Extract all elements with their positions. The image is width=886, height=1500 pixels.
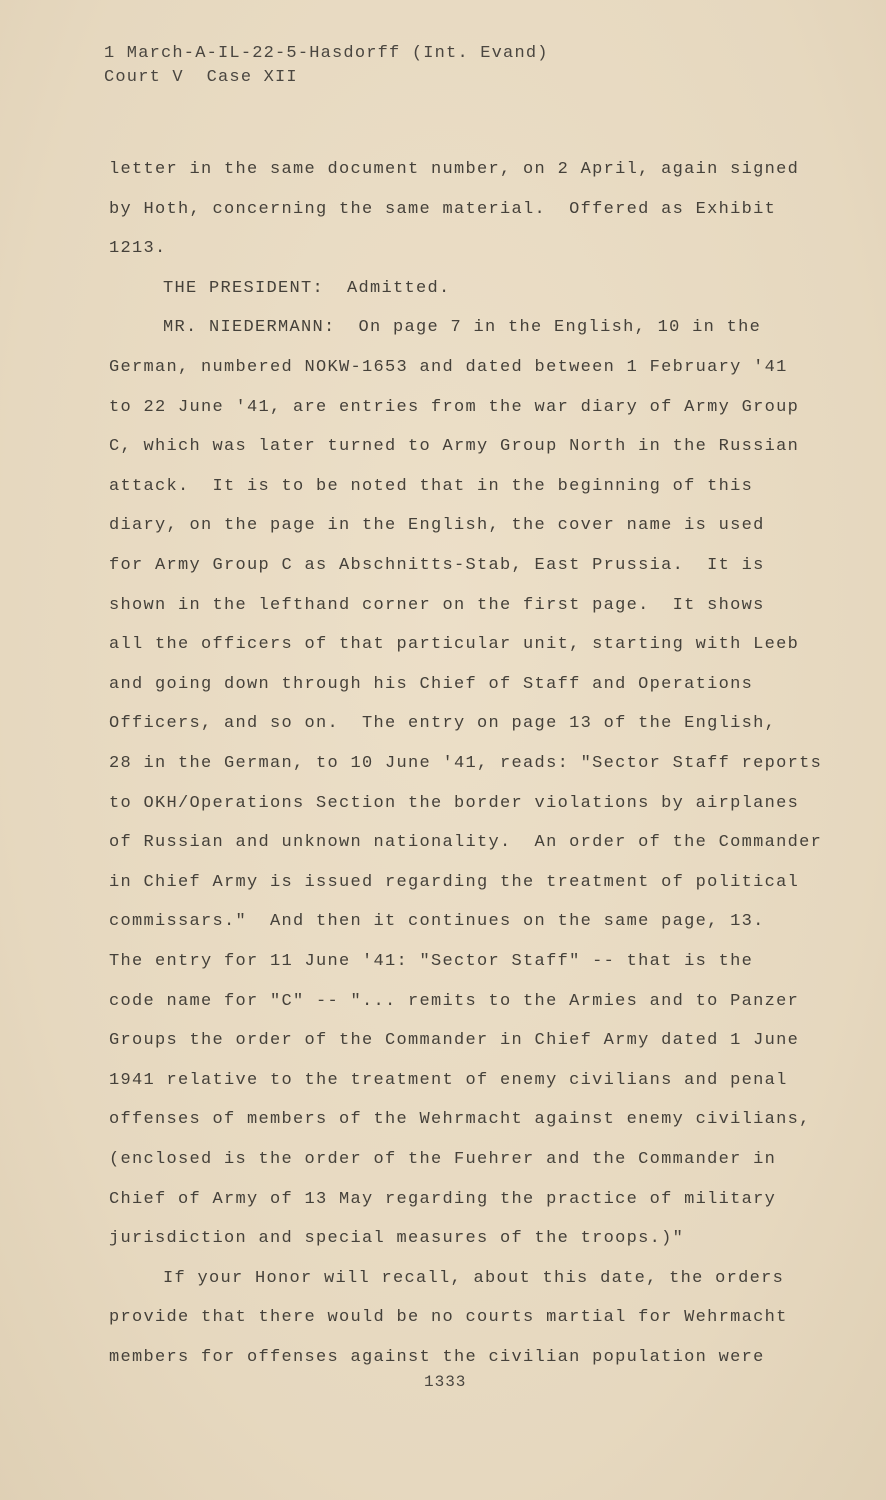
text-line: of Russian and unknown nationality. An order of the Commander: [109, 833, 823, 853]
text-line: and going down through his Chief of Staff and Operations: [109, 674, 754, 694]
text-line: attack. It is to be noted that in the beginning of this: [109, 476, 754, 496]
text-line: The entry for 11 June '41: "Sector Staff" -- that is the: [109, 952, 754, 971]
text-line: commissars." And then it continues on the same page, 13.: [109, 912, 765, 932]
text-line: provide that there would be no courts martial for Wehrmacht: [109, 1308, 788, 1328]
text-line: Groups the order of the Commander in Chief Army dated 1 June: [109, 1031, 800, 1051]
text-line: to 22 June '41, are entries from the war diary of Army Group: [109, 397, 800, 417]
header-line-2: Court V Case XII: [104, 68, 298, 87]
text-line: offenses of members of the Wehrmacht against enemy civilians,: [109, 1110, 811, 1130]
text-line: members for offenses against the civilian population were: [109, 1348, 765, 1367]
text-line: to OKH/Operations Section the border violations by airplanes: [109, 793, 800, 813]
text-line: C, which was later turned to Army Group North in the Russian: [109, 437, 800, 457]
text-line: for Army Group C as Abschnitts-Stab, East Prussia. It is: [109, 556, 765, 575]
text-line: by Hoth, concerning the same material. Offered as Exhibit: [109, 199, 777, 219]
text-line: shown in the lefthand corner on the first page. It shows: [109, 595, 765, 615]
text-line: code name for "C" -- "... remits to the Armies and to Panzer: [109, 991, 800, 1011]
text-line: THE PRESIDENT: Admitted.: [163, 278, 451, 298]
text-line: German, numbered NOKW-1653 and dated between 1 February '41: [109, 358, 788, 377]
text-line: 1213.: [109, 239, 167, 259]
text-line: 28 in the German, to 10 June '41, reads: "Sector Staff reports: [109, 754, 823, 773]
page-number: 1333: [424, 1373, 467, 1391]
text-line: 1941 relative to the treatment of enemy civilians and penal: [109, 1070, 788, 1090]
text-line: (enclosed is the order of the Fuehrer and the Commander in: [109, 1150, 777, 1169]
text-line: MR. NIEDERMANN: On page 7 in the English, 10 in the: [163, 318, 762, 338]
text-line: in Chief Army is issued regarding the treatment of political: [109, 872, 800, 892]
text-line: Chief of Army of 13 May regarding the practice of military: [109, 1189, 777, 1209]
text-line: Officers, and so on. The entry on page 13 of the English,: [109, 714, 777, 734]
text-line: letter in the same document number, on 2 April, again signed: [109, 160, 800, 179]
text-line: diary, on the page in the English, the cover name is used: [109, 516, 765, 536]
text-line: jurisdiction and special measures of the troops.)": [109, 1229, 685, 1249]
text-line: If your Honor will recall, about this date, the orders: [163, 1268, 785, 1288]
header-line-1: 1 March-A-IL-22-5-Hasdorff (Int. Evand): [104, 44, 549, 63]
text-line: all the officers of that particular unit, starting with Leeb: [109, 635, 800, 655]
